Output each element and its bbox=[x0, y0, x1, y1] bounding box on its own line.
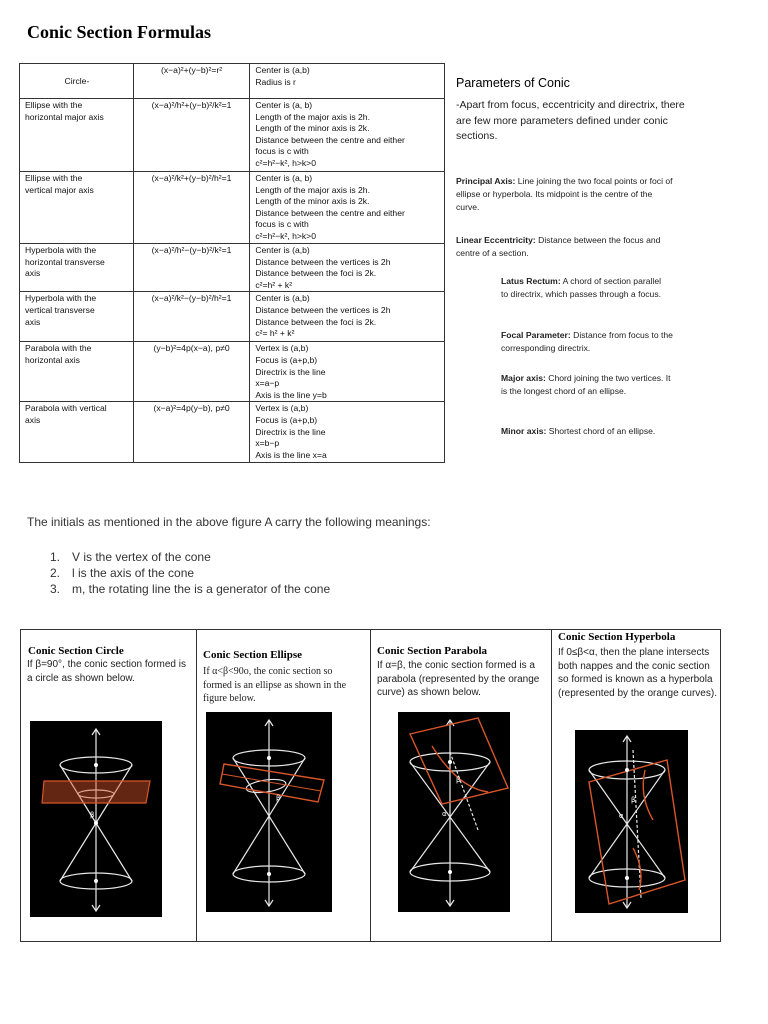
panel-parabola bbox=[371, 630, 552, 941]
property-line: x=b−p bbox=[255, 438, 280, 449]
panel-description: If α=β, the conic section formed is a parabola (represented by the orange curve) as shown below. bbox=[377, 660, 540, 698]
parameter-definition: Distance between the focus and centre of a section. bbox=[456, 235, 661, 258]
formula-cell: (x−a)²+(y−b)²=r² bbox=[133, 64, 250, 99]
beta-label: β bbox=[276, 794, 281, 802]
property-line: c²=h²−k², h>k>0 bbox=[255, 230, 316, 241]
conic-name-line: vertical transverse bbox=[25, 304, 95, 315]
properties-cell bbox=[250, 402, 445, 463]
parabola-cone-figure bbox=[398, 712, 510, 912]
conic-name-line: axis bbox=[25, 414, 41, 425]
conic-name-line: horizontal major axis bbox=[25, 111, 104, 122]
property-line: Distance between the foci is 2k. bbox=[255, 316, 377, 327]
table-row bbox=[20, 244, 445, 292]
property-line: Center is (a,b) bbox=[255, 245, 310, 255]
property-line: Distance between the centre and either bbox=[255, 134, 405, 145]
cone-diagram bbox=[206, 712, 332, 912]
property-line: Distance between the centre and either bbox=[255, 207, 405, 218]
table-row bbox=[20, 292, 445, 342]
panel-description: If α<β<90o, the conic section so formed is an ellipse as shown in the figure below. bbox=[203, 666, 347, 704]
conic-name-line: horizontal transverse bbox=[25, 256, 105, 267]
parameter-term: Principal Axis: bbox=[456, 176, 516, 186]
properties-cell bbox=[250, 244, 445, 292]
property-line: Distance between the vertices is 2h bbox=[255, 256, 391, 267]
hyperbola-cone-figure bbox=[575, 730, 688, 913]
property-line: focus is c with bbox=[255, 146, 309, 157]
property-line: Center is (a, b) bbox=[255, 173, 313, 183]
table-row bbox=[20, 99, 445, 172]
conic-name-line: axis bbox=[25, 316, 41, 327]
conic-name-line: axis bbox=[25, 268, 41, 279]
parameter-term: Linear Eccentricity: bbox=[456, 235, 536, 245]
parameter-definition: Distance from focus to the corresponding directrix. bbox=[501, 330, 673, 353]
properties-cell bbox=[250, 64, 445, 99]
formula-cell: (x−a)²/h²−(y−b)²/k²=1 bbox=[133, 244, 250, 292]
conic-name-line: Ellipse with the bbox=[25, 100, 83, 110]
parameter-definition: Shortest chord of an ellipse. bbox=[546, 426, 656, 436]
parameter-definition: A chord of section parallel to directrix, which passes through a focus. bbox=[501, 276, 662, 299]
property-line: Center is (a,b) bbox=[255, 293, 310, 304]
conic-name-cell bbox=[20, 244, 134, 292]
list-item: 1. V is the vertex of the cone bbox=[50, 550, 211, 564]
alpha-label: α bbox=[442, 810, 447, 818]
conic-panels bbox=[20, 629, 721, 942]
table-row bbox=[20, 64, 445, 99]
parameters-intro: -Apart from focus, eccentricity and directrix, there are few more parameters defined under conic sections. bbox=[456, 99, 685, 142]
conic-name-cell bbox=[20, 172, 134, 244]
page-title: Conic Section Formulas bbox=[27, 22, 211, 42]
property-line: Axis is the line y=b bbox=[255, 389, 327, 400]
cone-diagram bbox=[398, 712, 510, 912]
conic-name-line: Ellipse with the bbox=[25, 173, 83, 183]
beta-label: β bbox=[90, 811, 95, 819]
panel-circle bbox=[21, 630, 197, 941]
conic-name-cell bbox=[20, 342, 134, 402]
cone-diagram bbox=[30, 721, 162, 917]
parameter-item bbox=[501, 275, 666, 301]
circle-cone-figure bbox=[30, 721, 162, 917]
property-line: Vertex is (a,b) bbox=[255, 403, 309, 414]
property-line: c²=h²−k², h>k>0 bbox=[255, 157, 316, 168]
conic-name-line: Circle- bbox=[64, 75, 90, 86]
parameter-item bbox=[501, 425, 666, 438]
panel-ellipse bbox=[197, 630, 371, 941]
conic-name-cell bbox=[20, 99, 134, 172]
list-item: 3. m, the rotating line the is a generator of the cone bbox=[50, 582, 331, 596]
parameter-term: Focal Parameter: bbox=[501, 330, 571, 340]
properties-cell bbox=[250, 99, 445, 172]
properties-cell bbox=[250, 342, 445, 402]
conic-name-cell bbox=[20, 402, 134, 463]
initials-list bbox=[50, 549, 330, 597]
property-line: Length of the major axis is 2h. bbox=[255, 184, 370, 195]
panel-description: If β=90°, the conic section formed is a circle as shown below. bbox=[27, 659, 186, 684]
formula-cell: (x−a)²/k²+(y−b)²/h²=1 bbox=[133, 172, 250, 244]
conic-name-line: horizontal axis bbox=[25, 354, 80, 365]
conic-name-line: Parabola with the bbox=[25, 343, 92, 354]
property-line: Length of the major axis is 2h. bbox=[255, 111, 370, 122]
parameters-heading: Parameters of Conic bbox=[456, 76, 570, 90]
parameters-panel bbox=[456, 76, 686, 145]
property-line: Focus is (a+p,b) bbox=[255, 414, 318, 425]
property-line: Distance between the vertices is 2h bbox=[255, 304, 391, 315]
property-line: Center is (a,b) bbox=[255, 65, 310, 75]
initials-intro: The initials as mentioned in the above figure A carry the following meanings: bbox=[27, 515, 431, 529]
property-line: Length of the minor axis is 2k. bbox=[255, 196, 370, 207]
parameter-term: Latus Rectum: bbox=[501, 276, 561, 286]
panel-title: Conic Section Circle bbox=[28, 645, 124, 657]
property-line: Distance between the foci is 2k. bbox=[255, 268, 377, 279]
property-line: Axis is the line x=a bbox=[255, 449, 327, 460]
formula-cell: (x−a)²/k²−(y−b)²/h²=1 bbox=[133, 292, 250, 342]
formula-table bbox=[19, 63, 445, 463]
property-line: c²=h² + k² bbox=[255, 279, 293, 290]
parameter-term: Minor axis: bbox=[501, 426, 547, 436]
parameter-term: Major axis: bbox=[501, 373, 546, 383]
beta-label: β bbox=[456, 776, 461, 784]
parameter-definition: Line joining the two focal points or foci of ellipse or hyperbola. Its midpoint is the centre of the curve. bbox=[456, 176, 673, 212]
parameter-item bbox=[501, 372, 671, 398]
properties-cell bbox=[250, 172, 445, 244]
panel-description: If 0≤β<α, then the plane intersects both nappes and the conic section so formed is known as a hyperbola (represented by the orange curves). bbox=[558, 647, 717, 699]
property-line: Directrix is the line bbox=[255, 366, 326, 377]
panel-title: Conic Section Ellipse bbox=[203, 649, 303, 661]
ellipse-cone-figure bbox=[206, 712, 332, 912]
panel-title: Conic Section Hyperbola bbox=[558, 631, 676, 643]
conic-name-line: Hyperbola with the bbox=[25, 293, 97, 304]
property-line: focus is c with bbox=[255, 219, 309, 230]
conic-name-cell bbox=[20, 64, 134, 99]
conic-name-cell bbox=[20, 292, 134, 342]
property-line: Directrix is the line bbox=[255, 426, 326, 437]
properties-cell bbox=[250, 292, 445, 342]
alpha-label: α bbox=[619, 812, 624, 820]
property-line: Radius is r bbox=[255, 76, 296, 87]
conic-name-line: Parabola with vertical bbox=[25, 403, 107, 414]
property-line: Length of the minor axis is 2k. bbox=[255, 123, 370, 134]
conic-name-line: vertical major axis bbox=[25, 184, 94, 195]
property-line: Vertex is (a,b) bbox=[255, 343, 309, 354]
formula-cell: (x−a)²/h²+(y−b)²/k²=1 bbox=[133, 99, 250, 172]
parameter-definition: Chord joining the two vertices. It is the longest chord of an ellipse. bbox=[501, 373, 671, 396]
panel-title: Conic Section Parabola bbox=[377, 645, 487, 657]
property-line: c²= h² + k² bbox=[255, 328, 295, 339]
formula-cell: (y−b)²=4p(x−a), p≠0 bbox=[133, 342, 250, 402]
property-line: Focus is (a+p,b) bbox=[255, 354, 318, 365]
cone-diagram bbox=[575, 730, 688, 913]
parameter-item bbox=[501, 329, 681, 355]
parameter-item bbox=[456, 234, 686, 260]
panel-hyperbola bbox=[552, 630, 720, 941]
beta-label: β bbox=[631, 796, 636, 804]
table-row bbox=[20, 402, 445, 463]
table-row bbox=[20, 342, 445, 402]
property-line: x=a−p bbox=[255, 378, 280, 389]
parameter-item bbox=[456, 175, 676, 214]
table-row bbox=[20, 172, 445, 244]
property-line: Center is (a, b) bbox=[255, 100, 313, 110]
formula-cell: (x−a)²=4p(y−b), p≠0 bbox=[133, 402, 250, 463]
list-item: 2. l is the axis of the cone bbox=[50, 566, 195, 580]
conic-name-line: Hyperbola with the bbox=[25, 245, 97, 255]
